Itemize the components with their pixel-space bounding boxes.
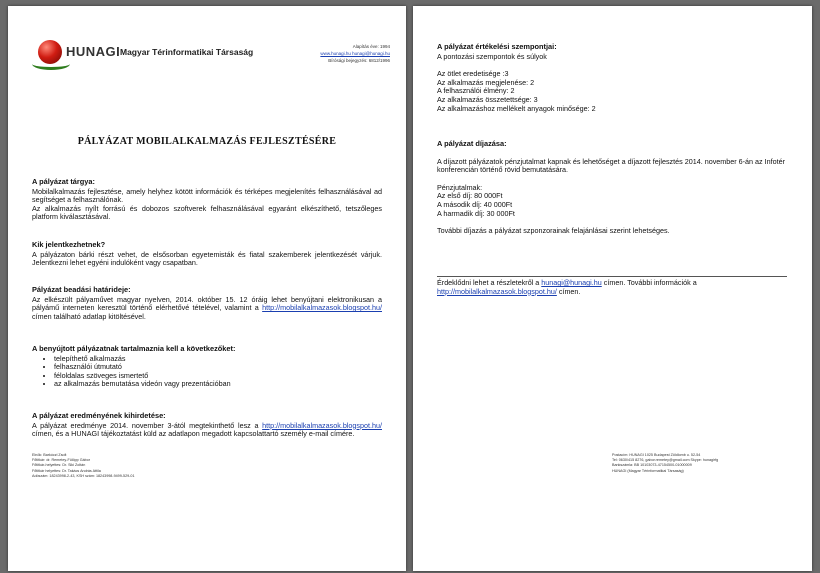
header-web-email[interactable]: www.hunagi.hu hunagi@hunagi.hu [320, 51, 390, 56]
paragraph: A pontozási szempontok és súlyok [437, 51, 547, 61]
section-subject [32, 178, 382, 222]
document-page-1 [8, 6, 406, 571]
paragraph-text: címen. További információk a [601, 278, 697, 287]
requirements-list [32, 355, 382, 389]
list-item: • felhasználói útmutató [54, 363, 382, 372]
footer-line: Bankszámla: BB 10103073-47154500-01000009 [612, 463, 692, 468]
footer-line: Adószám: 18243998-2-43, KSH szám: 18243998-9499-529-01 [32, 473, 135, 478]
section-heading: A pályázat díjazása: [437, 139, 507, 148]
criteria-item: Az ötlet eredetisége :3 [437, 69, 509, 79]
paragraph-text: Érdeklődni lehet a részletekről a [437, 278, 542, 287]
paragraph: A pályázaton bárki részt vehet, de elsősorban egyetemisták és fiatal szakemberek jelentkezését várjuk. Jelentkezni lehet egyéni indulóként vagy csapatban. [32, 249, 382, 268]
paragraph: Mobilalkalmazás fejlesztése, amely helyhez kötött információk és térképes megjelenítés felhasználásával ad segítséget a felhasználónak. [32, 186, 382, 205]
list-item: • telepíthető alkalmazás [54, 355, 382, 364]
footer-left [32, 453, 182, 479]
paragraph-text: Az elkészült pályaművet magyar nyelven, 2014. október 15. 12 óráig lehet benyújtani elektronikusan a pályámű interneten keresztül történő elérhetővé tételével, valamint a [32, 294, 382, 313]
section-heading: Pályázat beadási határideje: [32, 285, 131, 294]
footer-line: Tel: 0630/415 8276, gabor.remetey@gmail.com Skype: hunagirfg [612, 458, 719, 463]
document-page-2 [413, 6, 812, 571]
paragraph-text: címen található adatlap kitöltésével. [32, 311, 146, 321]
section-heading: A pályázat tárgya: [32, 177, 95, 186]
list-item: • féloldalas szöveges ismertető [54, 372, 382, 381]
footer-line: Postacím: HUNAGI 1025 Budapest Zöldlomb u. 52-54 [612, 453, 701, 457]
list-item: • az alkalmazás bemutatása videón vagy prezentációban [54, 380, 382, 389]
contact-paragraph [437, 279, 787, 296]
paragraph-text: A pályázat eredménye 2014. november 3-ától megtekinthető lesz a [32, 420, 259, 430]
criteria-item: Az alkalmazás megjelenése: 2 [437, 77, 535, 87]
section-results [32, 412, 382, 439]
organization-name: Magyar Térinformatikai Társaság [120, 47, 254, 57]
footer-line: Elnök: Barkóczi Zsolt [32, 453, 67, 457]
footer-line: Főtitkár: dr. Remetey-Fülöpp Gábor [32, 458, 90, 463]
paragraph: További díjazás a pályázat szponzorainak felajánlásai szerint lehetséges. [437, 226, 670, 236]
criteria-item: A felhasználói élmény: 2 [437, 86, 515, 96]
prize-item: A harmadik díj: 30 000Ft [437, 208, 515, 218]
paragraph-text: címen. [556, 286, 581, 296]
blog-link[interactable]: http://mobilalkalmazasok.blogspot.hu/ [262, 303, 382, 313]
email-link[interactable]: hunagi@hunagi.hu [541, 278, 602, 287]
paragraph [32, 422, 382, 439]
section-evaluation [437, 43, 787, 113]
section-eligibility [32, 241, 382, 268]
footer-line: HUNAGI (Magyar Térinformatikai Társaság) [612, 468, 684, 473]
section-heading: A benyújtott pályázatnak tartalmaznia kell a következőket: [32, 344, 236, 353]
paragraph [32, 296, 382, 322]
blog-link[interactable]: http://mobilalkalmazasok.blogspot.hu/ [437, 286, 557, 296]
page-title: PÁLYÁZAT MOBILALKALMAZÁS FEJLESZTÉSÉRE [77, 136, 337, 147]
criteria-item: Az alkalmazáshoz mellékelt anyagok minősége: 2 [437, 103, 596, 113]
footer-line: Főtitkár helyettes: Dr. Takács András Attila [32, 468, 101, 473]
criteria-item: Az alkalmazás összetettsége: 3 [437, 94, 538, 104]
paragraph-text: címen, és a HUNAGI tájékoztatást küld az adatlapon megadott kapcsolattartó személy e-mail címére. [32, 429, 355, 439]
prizes-label: Pénzjutalmak: [437, 182, 483, 192]
prize-item: A második díj: 40 000Ft [437, 199, 513, 209]
logo-swoosh-icon [32, 58, 70, 70]
blog-link[interactable]: http://mobilalkalmazasok.blogspot.hu/ [262, 420, 382, 430]
header-court-reg: Bírósági bejegyzés: 6812/1996 [328, 58, 390, 63]
logo-text: HUNAGI [66, 44, 121, 59]
section-heading: Kik jelentkezhetnek? [32, 240, 106, 249]
prize-item: Az első díj: 80 000Ft [437, 191, 503, 201]
section-prizes [437, 140, 789, 236]
section-deadline [32, 286, 382, 321]
divider [437, 276, 787, 277]
footer-right [612, 453, 792, 474]
section-heading: A pályázat eredményének kihirdetése: [32, 411, 166, 420]
section-requirements [32, 345, 382, 389]
section-heading: A pályázat értékelési szempontjai: [437, 42, 557, 51]
paragraph: A díjazott pályázatok pénzjutalmat kapnak és lehetőséget a díjazott fejlesztés 2014. november 6-án az Infotér konferencián történő rövid bemutatására. [437, 156, 786, 175]
footer-line: Főtitkár-helyettes: Dr. Siki Zoltán [32, 463, 86, 468]
paragraph: Az alkalmazás nyílt forrású és dobozos szoftverek felhasználásával egyaránt elkészíthető, tetszőleges platform kiválasztásával. [32, 203, 382, 222]
header-founded: Alapítás éve: 1994 [352, 44, 390, 49]
